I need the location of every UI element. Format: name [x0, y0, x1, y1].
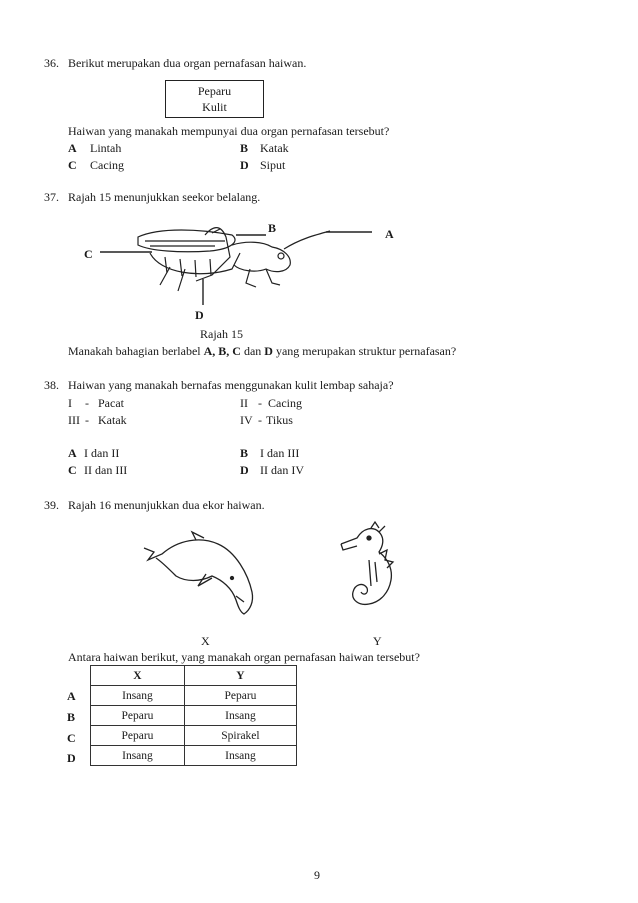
q37-question	[68, 344, 456, 359]
q36-option-key: A	[68, 141, 77, 155]
q38-option-key: B	[240, 446, 249, 460]
q38-option-text: I dan III	[260, 446, 300, 460]
table-cell: Spirakel	[184, 726, 296, 746]
grasshopper-label-d: D	[195, 308, 204, 322]
table-row	[91, 746, 297, 766]
q36-option-key: D	[240, 158, 249, 172]
q37-stem: Rajah 15 menunjukkan seekor belalang.	[68, 190, 261, 204]
q38-item-dash: -	[85, 396, 89, 410]
q39-question: Antara haiwan berikut, yang manakah organ pernafasan haiwan tersebut?	[68, 650, 420, 664]
q36-option-text: Cacing	[90, 158, 124, 172]
q36-option-key: C	[68, 158, 77, 172]
grasshopper-icon	[138, 228, 330, 291]
dolphin-icon	[140, 530, 260, 620]
table-header-row	[91, 666, 297, 686]
q38-item-dash: -	[258, 396, 262, 410]
q37-question-bold: A, B, C	[203, 344, 241, 358]
q38-option-key: D	[240, 463, 249, 477]
q39-stem: Rajah 16 menunjukkan dua ekor haiwan.	[68, 498, 265, 512]
table-row	[91, 706, 297, 726]
table-cell: Insang	[91, 746, 185, 766]
q38-item-text: Katak	[98, 413, 127, 427]
page-number: 9	[314, 868, 320, 882]
q38-item-dash: -	[258, 413, 262, 427]
q38-option-key: A	[68, 446, 77, 460]
table-row	[91, 686, 297, 706]
q36-box-item: Kulit	[202, 100, 227, 114]
q36-option-text: Siput	[260, 158, 286, 172]
q38-option-text: I dan II	[84, 446, 120, 460]
figure-caption: Rajah 15	[200, 327, 243, 341]
table-row-key: A	[67, 689, 76, 703]
q36-option-text: Lintah	[90, 141, 122, 155]
q36-stem: Berikut merupakan dua organ pernafasan haiwan.	[68, 56, 307, 70]
q38-item-text: Tikus	[266, 413, 293, 427]
seahorse-icon	[335, 522, 415, 612]
table-header-y: Y	[184, 666, 296, 686]
grasshopper-label-c: C	[84, 247, 93, 261]
q38-option-text: II dan IV	[260, 463, 304, 477]
table-cell: Insang	[91, 686, 185, 706]
q38-item-text: Cacing	[268, 396, 302, 410]
q37-question-mid: dan	[240, 344, 265, 358]
q38-item-roman: III	[68, 413, 80, 427]
q37-number: 37.	[44, 190, 59, 204]
q37-question-bold: D	[264, 344, 273, 358]
q36-organ-box	[165, 80, 264, 118]
table-row-key: D	[67, 751, 76, 765]
q38-item-dash: -	[85, 413, 89, 427]
q36-question: Haiwan yang manakah mempunyai dua organ pernafasan tersebut?	[68, 124, 390, 138]
animal-label-y: Y	[373, 634, 382, 648]
q38-item-text: Pacat	[98, 396, 124, 410]
q36-box-item: Peparu	[197, 84, 232, 98]
q38-item-roman: IV	[240, 413, 253, 427]
q36-option-text: Katak	[260, 141, 289, 155]
q37-question-post: yang merupakan struktur pernafasan?	[272, 344, 457, 358]
table-cell: Insang	[184, 746, 296, 766]
q38-option-key: C	[68, 463, 77, 477]
table-cell: Peparu	[91, 706, 185, 726]
q38-stem: Haiwan yang manakah bernafas menggunakan kulit lembap sahaja?	[68, 378, 394, 392]
q39-number: 39.	[44, 498, 59, 512]
q38-option-text: II dan III	[84, 463, 128, 477]
q38-item-roman: I	[68, 396, 72, 410]
answer-table	[90, 665, 297, 766]
table-row	[91, 726, 297, 746]
table-cell: Peparu	[184, 686, 296, 706]
q38-item-roman: II	[240, 396, 248, 410]
grasshopper-label-a: A	[385, 227, 394, 241]
animal-label-x: X	[201, 634, 210, 648]
table-cell: Insang	[184, 706, 296, 726]
grasshopper-figure	[0, 205, 638, 345]
q36-option-key: B	[240, 141, 249, 155]
grasshopper-label-b: B	[268, 221, 277, 235]
q38-number: 38.	[44, 378, 59, 392]
table-row-key: B	[67, 710, 76, 724]
table-row-key: C	[67, 731, 76, 745]
table-header-x: X	[91, 666, 185, 686]
q36-number: 36.	[44, 56, 59, 70]
q37-question-pre: Manakah bahagian berlabel	[68, 344, 204, 358]
table-cell: Peparu	[91, 726, 185, 746]
